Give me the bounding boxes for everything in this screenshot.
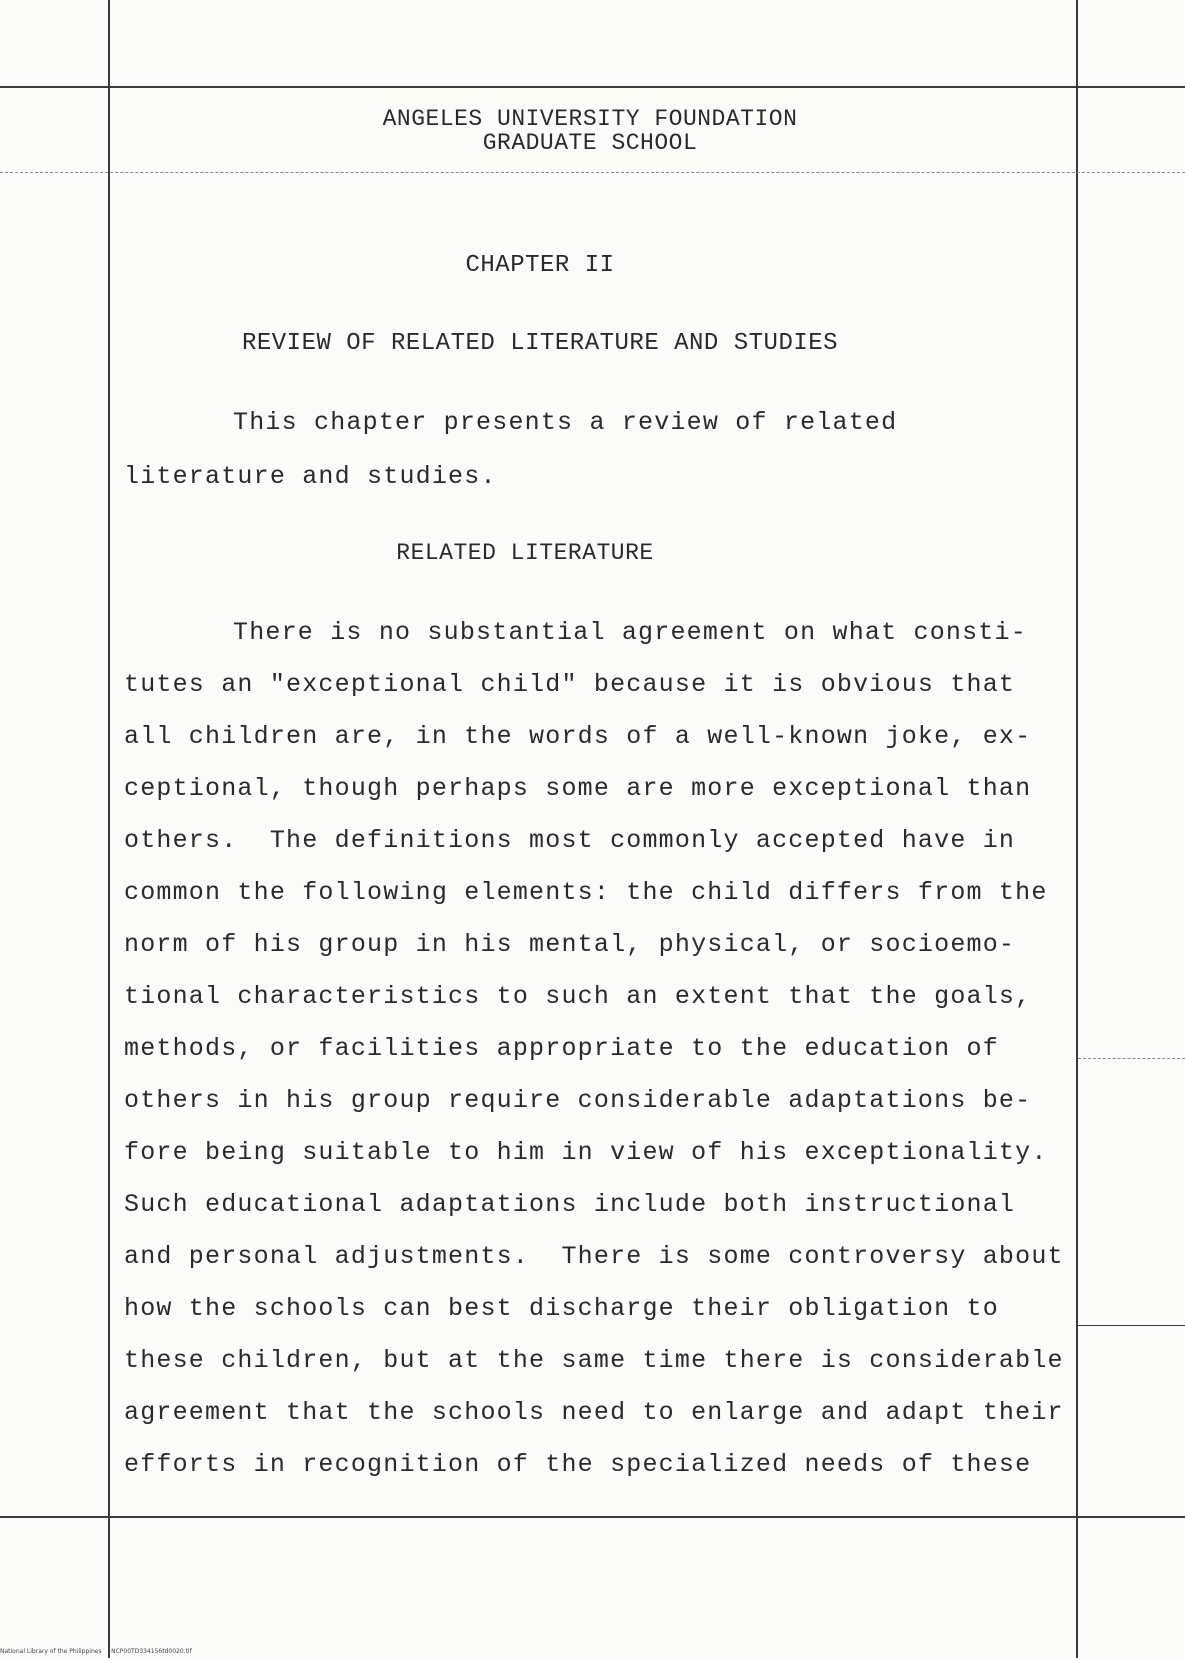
body-line: others in his group require considerable adaptations be- [124, 1086, 1032, 1115]
footer-file-id: NCP00TD334156td0020.tif [111, 1648, 192, 1655]
body-line: common the following elements: the child differs from the [124, 878, 1048, 907]
right-side-mark [1078, 1058, 1185, 1059]
chapter-number: CHAPTER II [465, 252, 615, 279]
body-line: There is no substantial agreement on what consti- [233, 618, 1027, 647]
body-line: all children are, in the words of a well-known joke, ex- [124, 722, 1032, 751]
body-line: tional characteristics to such an extent that the goals, [124, 982, 1032, 1011]
body-line: how the schools can best discharge their obligation to [124, 1294, 999, 1323]
right-side-mark-2 [1078, 1325, 1185, 1326]
top-rule [0, 86, 1185, 88]
header-divider [0, 172, 1185, 173]
scan-footer [0, 1648, 192, 1655]
school-name: GRADUATE SCHOOL [482, 130, 698, 156]
body-line: norm of his group in his mental, physical, or socioemo- [124, 930, 1016, 959]
body-line: fore being suitable to him in view of his exceptionality. [124, 1138, 1048, 1167]
body-line: ceptional, though perhaps some are more exceptional than [124, 774, 1032, 803]
body-line: these children, but at the same time there is considerable [124, 1346, 1064, 1375]
intro-line-2: literature and studies. [124, 462, 497, 491]
body-line: methods, or facilities appropriate to the education of [124, 1034, 999, 1063]
body-line: tutes an "exceptional child" because it is obvious that [124, 670, 1016, 699]
right-margin-rule [1076, 0, 1078, 1658]
body-line: efforts in recognition of the specialized needs of these [124, 1450, 1032, 1479]
bottom-rule [0, 1516, 1185, 1518]
body-line: Such educational adaptations include both instructional [124, 1190, 1016, 1219]
left-margin-rule [108, 0, 110, 1658]
intro-line-1: This chapter presents a review of related [233, 408, 898, 437]
chapter-title: REVIEW OF RELATED LITERATURE AND STUDIES [241, 330, 839, 357]
body-line: and personal adjustments. There is some controversy about [124, 1242, 1064, 1271]
footer-source: National Library of the Philippines [0, 1648, 102, 1655]
institution-name: ANGELES UNIVERSITY FOUNDATION [382, 106, 798, 132]
body-line: agreement that the schools need to enlarge and adapt their [124, 1398, 1064, 1427]
section-heading: RELATED LITERATURE [396, 540, 654, 566]
body-line: others. The definitions most commonly accepted have in [124, 826, 1016, 855]
